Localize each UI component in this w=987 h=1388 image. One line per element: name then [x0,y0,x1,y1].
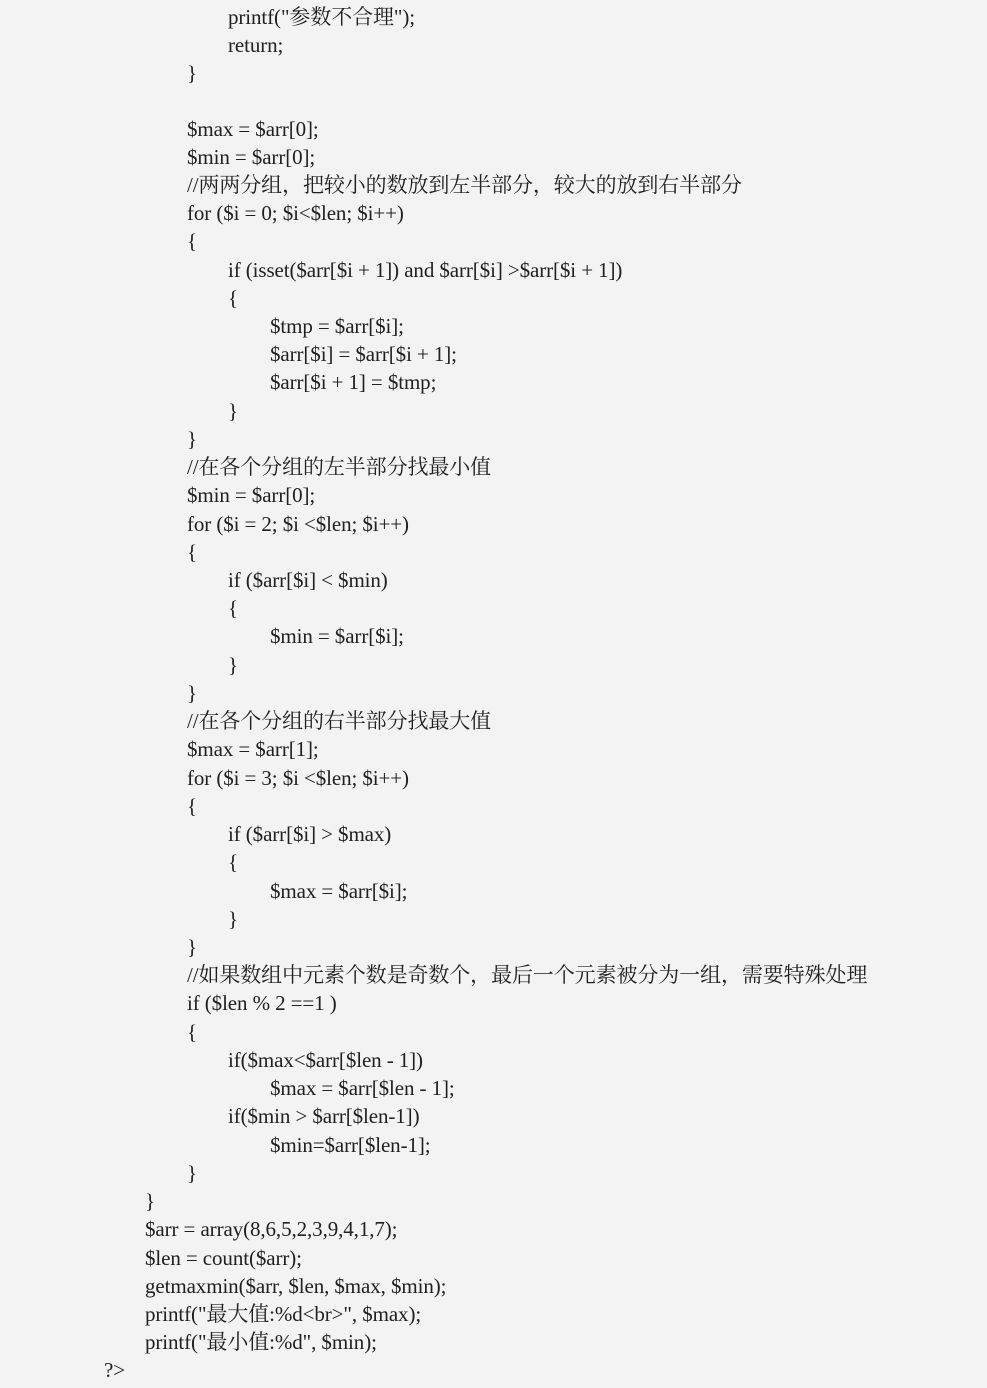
code-line: $len = count($arr); [145,1246,302,1270]
code-line: $max = $arr[1]; [187,737,319,761]
code-line: { [228,286,238,310]
code-line: { [187,1020,197,1044]
code-line: $min = $arr[0]; [187,145,316,169]
code-line: $min = $arr[$i]; [270,624,404,648]
code-line: } [228,907,238,931]
code-line: } [187,935,197,959]
code-line: if($max<$arr[$len - 1]) [228,1048,423,1072]
code-line: printf("最大值:%d<br>", $max); [145,1302,422,1326]
code-line: { [228,596,238,620]
code-line: $max = $arr[$i]; [270,879,408,903]
code-line: $max = $arr[$len - 1]; [270,1076,455,1100]
code-comment: //两两分组，把较小的数放到左半部分，较大的放到右半部分 [187,173,742,197]
code-line: } [187,427,197,451]
code-line: $arr[$i + 1] = $tmp; [270,370,437,394]
code-line: if ($arr[$i] < $min) [228,568,388,592]
code-line: for ($i = 0; $i<$len; $i++) [187,201,404,225]
code-line: } [228,399,238,423]
code-line: { [187,540,197,564]
code-line: { [187,794,197,818]
code-line: } [187,1161,197,1185]
code-line: printf("最小值:%d", $min); [145,1330,377,1354]
code-line: } [228,653,238,677]
code-line: if ($arr[$i] > $max) [228,822,392,846]
code-comment: //在各个分组的右半部分找最大值 [187,709,492,733]
code-line: ?> [104,1358,125,1382]
code-line: } [187,61,197,85]
code-comment: //在各个分组的左半部分找最小值 [187,455,492,479]
code-line: } [145,1189,155,1213]
code-line: $max = $arr[0]; [187,117,319,141]
code-line: if ($len % 2 ==1 ) [187,991,337,1015]
code-line: } [187,681,197,705]
code-line: $tmp = $arr[$i]; [270,314,404,338]
code-line: $min = $arr[0]; [187,483,316,507]
code-line: $min=$arr[$len-1]; [270,1133,431,1157]
code-line: if (isset($arr[$i + 1]) and $arr[$i] >$arr[$i + 1]) [228,258,623,282]
code-line: if($min > $arr[$len-1]) [228,1104,420,1128]
code-line: getmaxmin($arr, $len, $max, $min); [145,1274,447,1298]
code-line: for ($i = 3; $i <$len; $i++) [187,766,409,790]
code-line: { [228,850,238,874]
code-comment: //如果数组中元素个数是奇数个，最后一个元素被分为一组，需要特殊处理 [187,963,868,987]
code-line: return; [228,33,284,57]
code-line: printf("参数不合理"); [228,5,416,29]
code-line: { [187,229,197,253]
code-line: $arr = array(8,6,5,2,3,9,4,1,7); [145,1217,398,1241]
code-line: $arr[$i] = $arr[$i + 1]; [270,342,457,366]
code-line: for ($i = 2; $i <$len; $i++) [187,512,409,536]
